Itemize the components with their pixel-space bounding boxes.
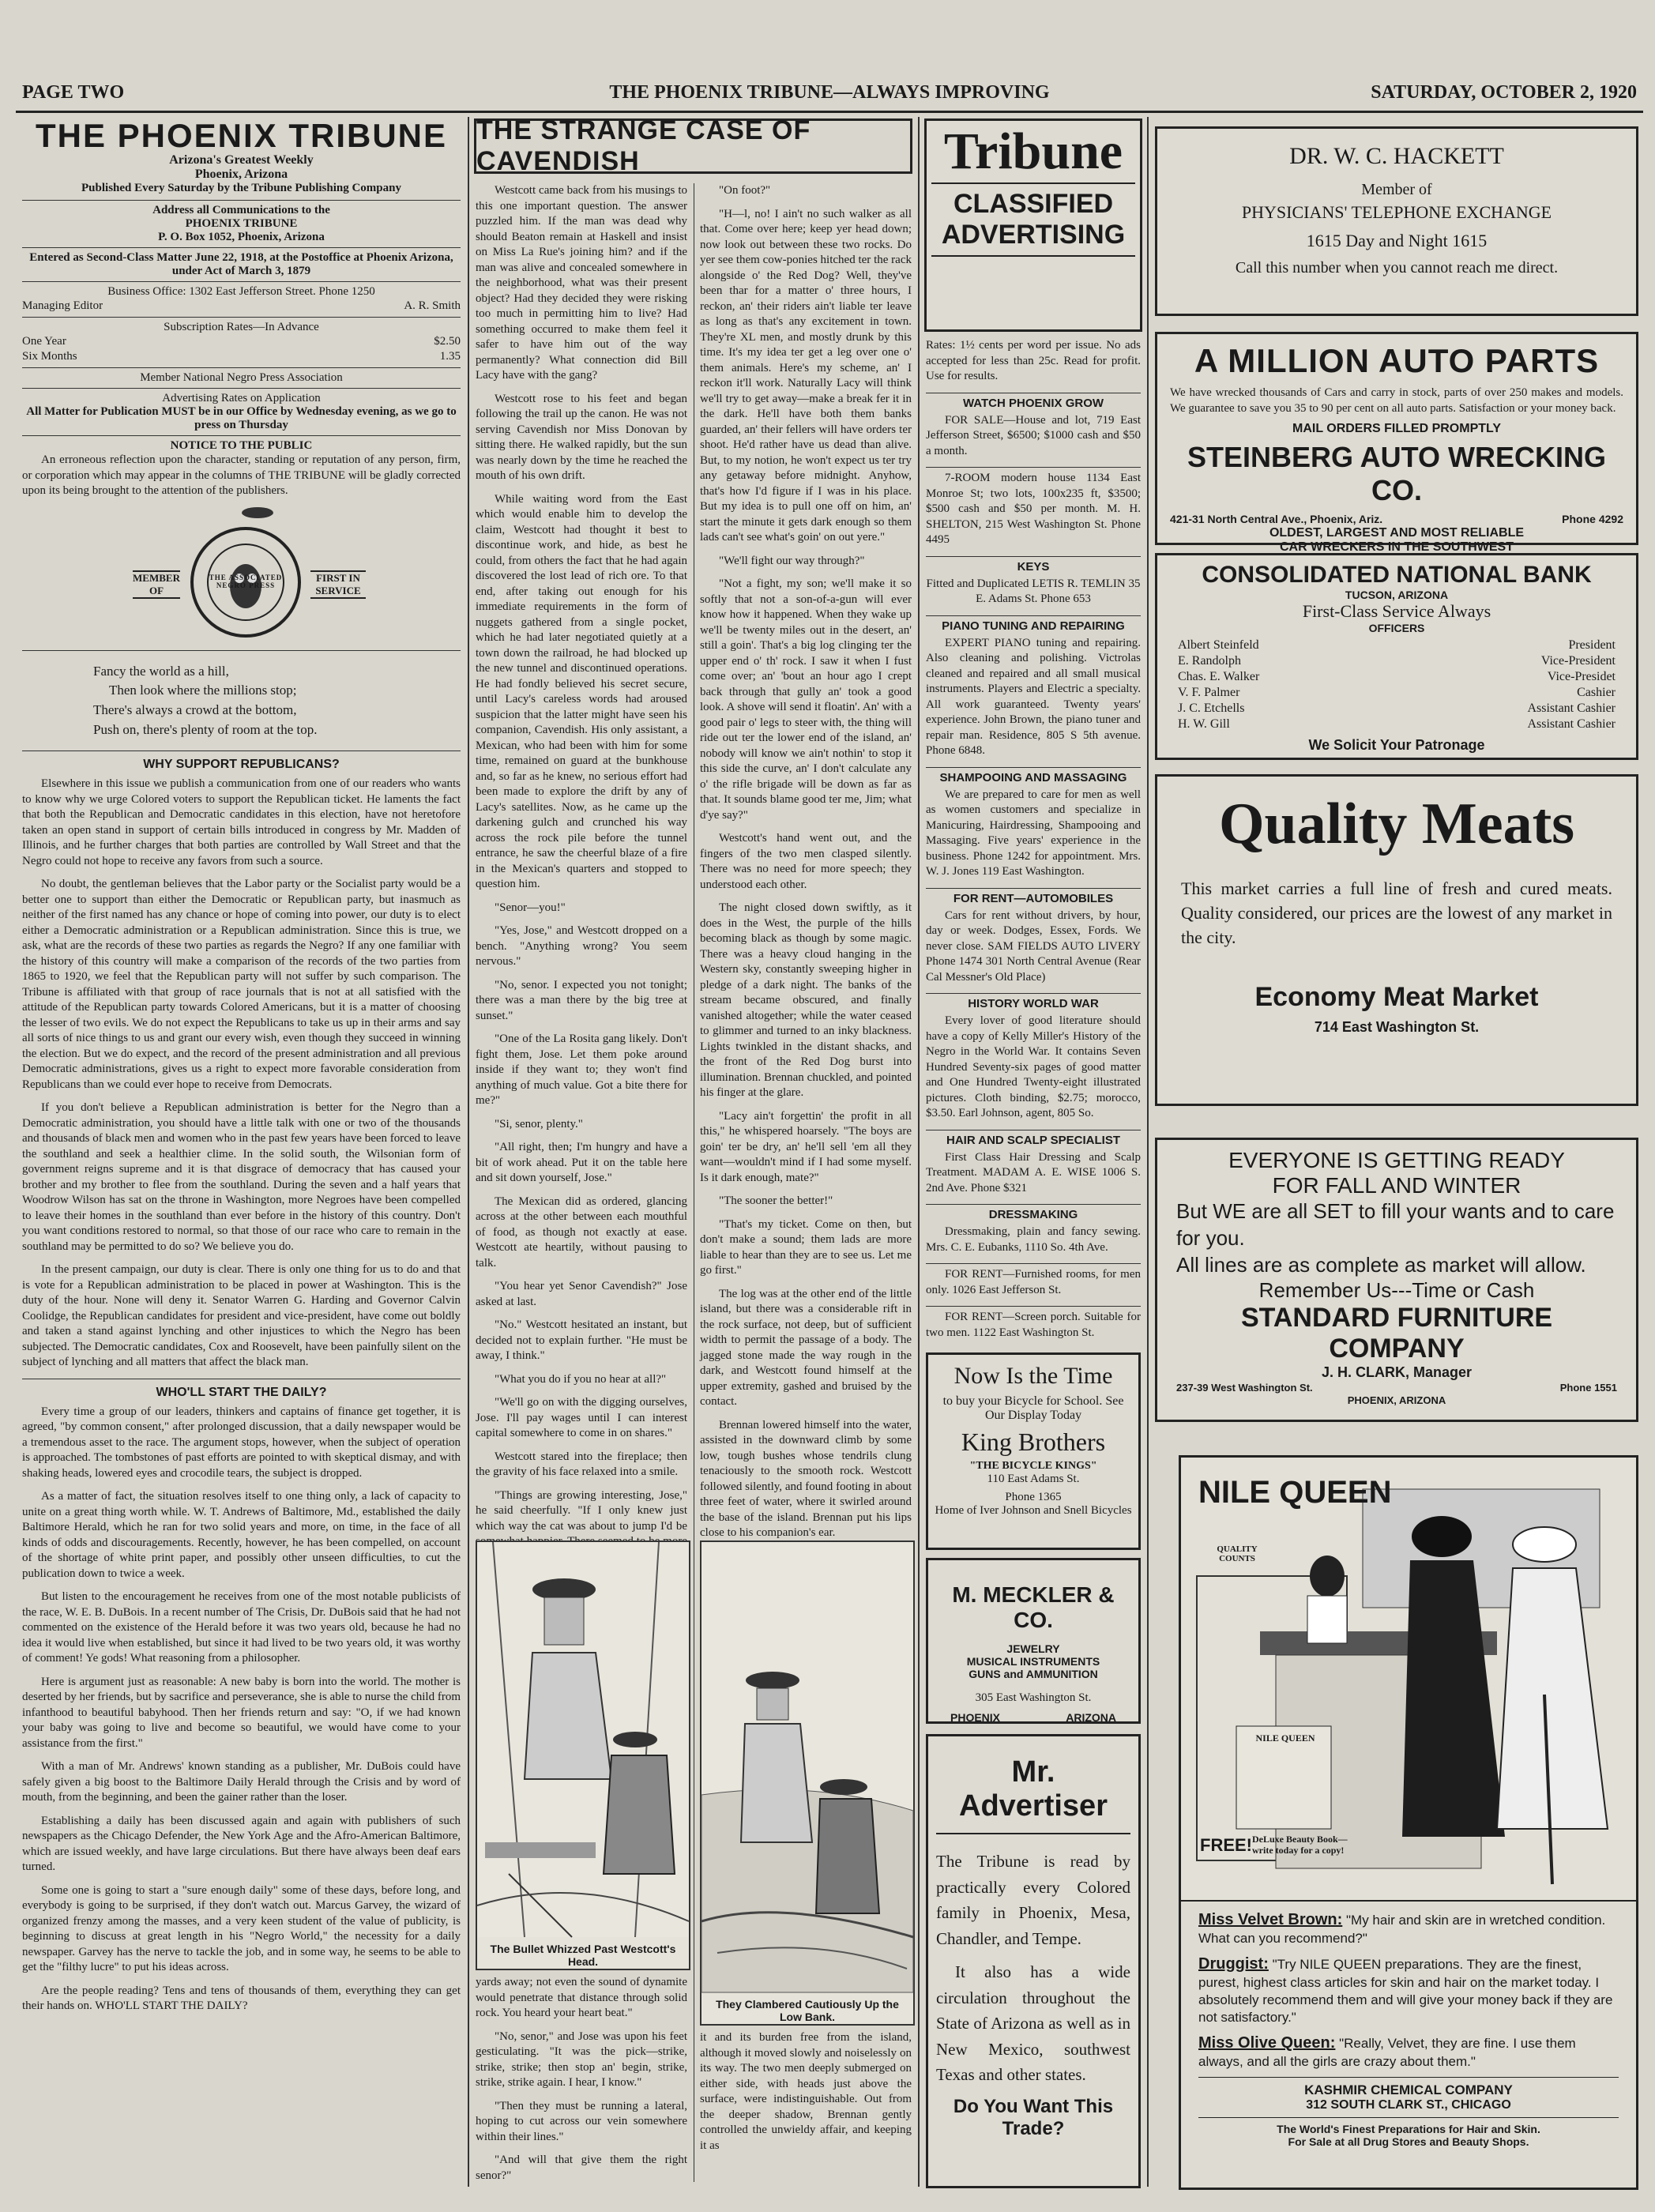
furniture-line-1: EVERYONE IS GETTING READY <box>1228 1148 1565 1172</box>
classified-section <box>926 993 1141 1122</box>
subscription-head: Subscription Rates—In Advance <box>164 321 319 334</box>
why-para: No doubt, the gentleman believes that the Labor party or the Socialist party would be a better one to support than either the Democratic or Republican party, but inasmuch as neither of the first named has any chance or hope of coming into power, our duty is to elect either a Democratic administration or a Republican administration. Since this is true, we ask, what are the records of these two parties as regards the Negro? If any one familiar with the history of this country will make a comparison of the records of the two parties from 1865 to 1920, we feel that the Republican party will not suffer by such comparison. The Tribune is affiliated with that group of race journals that is not at all satisfied with the attitude of the Republican party towards Colored Americans, but it is a matter of choosing the lesser of two evils. We do not expect the Republicans to take us up in their arms and say all sorts of nice things to us and grant our every wish, even though they succeed in winning the election. But we do expect, and the record of the present administration and all previous Democratic administrations, gives us a right to expect more favorable consideration from Republicans than we could ever hope to receive from Democrats. <box>22 878 461 1091</box>
story-para: "One of the La Rosita gang likely. Don't fight them, Jose. Let them poke around inside if they want to; they won't find anything of much value. Got a bite there for me?" <box>476 1033 687 1107</box>
story-para: "That's my ticket. Come on then, but don't make a sound; them lads are more liable to hear than they are to see us. Let me go first." <box>700 1217 912 1277</box>
story-para: "And will that give them the right senor?" <box>476 2154 687 2182</box>
classified-section <box>926 615 1141 759</box>
address-line-3: P. O. Box 1052, Phoenix, Arizona <box>158 231 325 244</box>
seal-right-text: FIRST IN SERVICE <box>310 570 366 599</box>
member-line: Member National Negro Press Association <box>140 371 343 385</box>
editorial-column <box>22 118 461 2188</box>
classified-head: FOR RENT—AUTOMOBILES <box>926 888 1141 905</box>
seal-left-text: MEMBER OF <box>133 570 180 599</box>
classified-rates: Rates: 1½ cents per word per issue. No ads accepted for less than 25c. Read for profit. Use for results. <box>926 339 1141 382</box>
officer-title: President <box>1568 638 1616 652</box>
advertiser-ad <box>926 1734 1141 2188</box>
story-illustration-right <box>700 1540 915 2026</box>
meckler-line-3: GUNS and AMMUNITION <box>969 1668 1098 1680</box>
classified-section <box>926 1130 1141 1197</box>
story-para: "H—l, no! I ain't no such walker as all that. Come over here; keep yer head down; now look out between these two rocks. Do yer see them cow-ponies hitched ter the rack alongside o' the Red Dog? Well, they've been thar for a matter o' three hours, I reckon, an' their riders ain't liable ter leave as long as that's any excitement in town. They're XL men, and mostly drunk by this time. It's my idea ter get a leg over one o' them animals. Here's my scheme, an' I reckon it'll work. Naturally Lacy will think we'll try to get away—make a break fer it in the dark. He'll have both them banks guarded, an' their fellers will have orders ter shoot. He'd rather have us dead than alive. But, to my notion, he won't expect us ter try any getaway before midnight. Anyhow, that's how I'd figure if I was in his place. But my idea is to pull one off on him, an' start the minute it gets dark enough so them lads can't see what's goin' on out yere." <box>700 207 912 544</box>
story-para: The Mexican did as ordered, glancing across at the other between each mouthful of food, as though not exactly at ease. Westcott ate heartily, without pausing to talk. <box>476 1194 687 1270</box>
story-para: "No, senor. I expected you not tonight; there was a man there by the big tree at sunset." <box>476 978 687 1022</box>
story-para: "Not a fight, my son; we'll make it so softly that not a son-of-a-gun will ever know how it happened. When they wake up we'll be twenty miles out in the desert, an' still a goin'. That's a big log clinging ter the upper end o' th' rock. I saw it when I fust come over; an' 'bout an hour ago I crept back through that gully an' took a good look. A shove will send it floatin'. An' with a good pair o' legs to steer with, the thing will ride out ter the lower end of the island, an' nobody will know we ain't nothin' to stop it this side the curve, an' I don't calculate any o' the rifle brigade will be down as far as that. It sounds blame good ter me, Jim; what d'ye say?" <box>700 577 912 822</box>
nile-free-text: DeLuxe Beauty Book—write today for a copy! <box>1252 1834 1348 1856</box>
why-para: Elsewhere in this issue we publish a communication from one of our readers who wants to know why we urge Colored voters to support the Republican ticket. He laments the fact that both the Republican and Democratic candidates in this election, have not heretofore taken an open stand in support of certain bills introduced in congress by Mr. Madden of Illinois, and he further charges that both parties are controlled by Wall Street and that the Negro could not hope to receive any favors from such a source. <box>22 777 461 867</box>
meckler-line-1: JEWELRY <box>1006 1642 1060 1655</box>
one-year-label: One Year <box>22 335 66 348</box>
running-title: THE PHOENIX TRIBUNE—ALWAYS IMPROVING <box>609 82 1050 103</box>
classified-body: First Class Hair Dressing and Scalp Treatment. MADAM A. E. WISE 1006 S. 2nd Ave. Phone $321 <box>926 1150 1141 1194</box>
daily-para: Some one is going to start a "sure enough daily" some of these days, before long, and everybody is going to be surprised, if they don't watch out. Marcus Garvey, the wizard of organized frenzy among the masses, and a very keen student of the value of publicity, is beginning to discuss at great length in his "Negro World," the necessity for a daily newspaper. Garvey has the nerve to tackle the job, and in some way, he seems to be able to get the "filthy lucre" to put his ideas across. <box>22 1883 461 1974</box>
nile-quote-text: "My hair and skin are in wretched condition. What can you recommend?" <box>1198 1913 1606 1946</box>
advertising-line-1: Advertising Rates on Application <box>162 392 321 405</box>
furniture-phone: Phone 1551 <box>1559 1382 1617 1394</box>
business-office: Business Office: 1302 East Jefferson Street. Phone 1250 <box>107 285 375 299</box>
nile-queen-ad <box>1179 1455 1638 2190</box>
officer-title: Assistant Cashier <box>1527 717 1616 731</box>
story-para: Westcott stared into the fireplace; then the gravity of his face relaxed into a smile. <box>476 1450 687 1478</box>
auto-mail: MAIL ORDERS FILLED PROMPTLY <box>1292 421 1501 435</box>
advertiser-text: The Tribune is read by practically every Colored family in Phoenix, Mesa, Chandler, and Tempe. <box>936 1852 1130 1948</box>
story-para: "Then they must be running a lateral, hoping to cut across our vein somewhere within their lines." <box>476 2099 687 2143</box>
story-para: Brennan lowered himself into the water, assisted in the downward climb by some low, tough bushes whose tendrils clung tenaciously to the smooth rock. Westcott followed silently, and found footing in about three feet of water, where it swirled around the base of the island. Brennan put his lips close to his companion's ear. <box>700 1418 912 1539</box>
classified-body: Cars for rent without drivers, by hour, day or week. Dodges, Essex, Fords. We never close. SAM FIELDS AUTO LIVERY Phone 1474 301 North Central Avenue (Rear Cal Messner's Old Place) <box>926 908 1141 984</box>
managing-editor-row <box>22 299 461 314</box>
bike-title: Now Is the Time <box>954 1363 1113 1389</box>
meckler-city-right: ARIZONA <box>1066 1711 1116 1724</box>
why-head: WHY SUPPORT REPUBLICANS? <box>143 758 340 772</box>
header-rule <box>16 111 1643 113</box>
bullet-scene-drawing <box>477 1542 689 1937</box>
story-para: "Senor—you!" <box>495 901 566 914</box>
officer-row <box>1178 653 1616 669</box>
story-right-continuation <box>700 2030 912 2188</box>
meckler-name: M. MECKLER & CO. <box>952 1582 1115 1632</box>
six-months-price: 1.35 <box>439 350 461 363</box>
story-title: THE STRANGE CASE OF CAVENDISH <box>476 115 811 176</box>
story-para: "Yes, Jose," and Westcott dropped on a bench. "Anything wrong? You seem nervous." <box>476 924 687 968</box>
bank-service: First-Class Service Always <box>1302 601 1491 621</box>
story-para: Westcott rose to his feet and began following the trail up the canon. He was not serving Cavendish nor Miss Donovan by sitting there. He walked rapidly, but the sun was nearly down by the time he reached the mouth of his own drift. <box>476 392 687 482</box>
nile-quote-2 <box>1198 1954 1619 2026</box>
officer-name: H. W. Gill <box>1178 717 1230 731</box>
nile-quote-1 <box>1198 1909 1619 1947</box>
bike-phone: Phone 1365 <box>1005 1491 1062 1503</box>
managing-editor-name: A. R. Smith <box>404 299 461 313</box>
classified-head: HISTORY WORLD WAR <box>926 993 1141 1010</box>
story-para: yards away; not even the sound of dynamite would penetrate that distance through solid rock. You heard your heart beat." <box>476 1976 687 2019</box>
officer-name: V. F. Palmer <box>1178 686 1240 699</box>
tagline: Arizona's Greatest Weekly <box>169 153 314 167</box>
officer-title: Vice-President <box>1540 654 1616 668</box>
meckler-city-row <box>935 1705 1132 1724</box>
advertiser-cta: Do You Want This Trade? <box>953 2095 1114 2139</box>
story-para: it and its burden free from the island, although it moved slowly and noiselessly on its way. The two men deeply submerged on either side, with heads just above the surface, were indistinguishable. Out from the deeper shadow, Brennan gently controlled the unwieldy affair, and keeping it as <box>700 2031 912 2152</box>
meat-text: This market carries a full line of fresh and cured meats. Quality considered, our prices are the lowest of any market in the city. <box>1181 878 1612 947</box>
story-para: "We'll go on with the digging ourselves, Jose. I'll pay wages until I can interest capital somewhere to come in on shares." <box>476 1396 687 1439</box>
caption-right: They Clambered Cautiously Up the Low Bank. <box>716 1998 899 2023</box>
officer-name: E. Randolph <box>1178 654 1241 668</box>
meckler-ad <box>926 1558 1141 1724</box>
address-line-1: Address all Communications to the <box>152 204 330 217</box>
officer-row <box>1178 701 1616 717</box>
poem-line: Push on, there's plenty of room at the top. <box>93 721 318 737</box>
poem-line: Then look where the millions stop; <box>109 683 297 698</box>
auto-company: STEINBERG AUTO WRECKING CO. <box>1187 440 1606 506</box>
classified-section <box>926 393 1141 460</box>
story-para: Westcott came back from his musings to this one important question. The answer puzzled him. If the man was dead why should Beaton remain at Haskell and insist on Miss La Rue's joining him? and if the man was alive and concealed somewhere in the neighborhood, what was their present object? Had they decided they were risking too much in permitting him to live? Had something occurred to make them feel it safer to have him out of the way permanently? What connection did Bill Lacy have with the gang? <box>476 184 687 382</box>
nile-speaker: Druggist: <box>1198 1955 1269 1973</box>
entered-line: Entered as Second-Class Matter June 22, 1918, at the Postoffice at Phoenix Arizona, under Act of March 3, 1879 <box>29 251 453 278</box>
story-para: "On foot?" <box>719 184 771 197</box>
why-para: In the present campaign, our duty is clear. There is only one thing for us to do and that is vote for a Republican administration to be placed in power at Washington. This is the duty of the hour. None will deny it. Senator Warren G. Harding and Governor Calvin Coolidge, the Republican candidates for president and vice-president, have come out boldly and taken a stand against lynching and other injustices to which the Negro has been subjected. The Democratic candidates, Cox and Roosevelt, have been painfully silent on the subject of lynching and all matters that affect the black man. <box>22 1263 461 1369</box>
classified-sub-2: ADVERTISING <box>941 220 1126 250</box>
bank-ad <box>1155 553 1638 760</box>
classified-listings <box>926 338 1141 1339</box>
one-year-price: $2.50 <box>434 335 461 348</box>
hackett-line-4: Call this number when you cannot reach me direct. <box>1235 259 1559 276</box>
nile-dialogue <box>1181 1902 1636 2148</box>
story-para: "Things are growing interesting, Jose," he said cheerfully. "If I only knew just which way the cat was about to jump I'd be <box>476 1488 687 1533</box>
nile-bottle-label: NILE QUEEN <box>1255 1732 1315 1744</box>
classified-body: EXPERT PIANO tuning and repairing. Also cleaning and polishing. Victrolas cleaned and repaired and all small musical instruments. Players and Electric a specialty. All work guaranteed. Twenty years' experience. John Brown, the piano tuner and repair man. Residence, 805 S 5th avenue. Phone 6848. <box>926 636 1141 757</box>
furniture-address-row <box>1176 1381 1617 1394</box>
officer-title: Cashier <box>1577 686 1616 699</box>
furniture-city: PHOENIX, ARIZONA <box>1347 1394 1446 1407</box>
furniture-line-3: But WE are all SET to fill your wants and to care for you. <box>1176 1199 1615 1250</box>
furniture-company: STANDARD FURNITURE COMPANY <box>1240 1303 1553 1364</box>
advertising-line-2: All Matter for Publication MUST be in our Office by Wednesday evening, as we go to press on Thursday <box>26 405 457 432</box>
story-left-column <box>476 183 687 1533</box>
nile-company: KASHMIR CHEMICAL COMPANY <box>1304 2082 1513 2098</box>
column-rule-1 <box>468 117 469 2187</box>
classified-title: Tribune <box>943 122 1123 180</box>
story-para: "Si, senor, plenty." <box>495 1117 583 1130</box>
hackett-line-1: Member of <box>1361 181 1432 198</box>
daily-para: Establishing a daily has been discussed again and again with publishers of such newspapers as the Chicago Defender, the New York Age and the Afro-American Baltimore, which are issued weekly, and have large circulations. But there have always been deaf ears turned. <box>22 1814 461 1874</box>
classified-section <box>926 1263 1141 1298</box>
daily-para: Every time a group of our leaders, thinkers and captains of finance get together, it is agreed, "by common consent," after prolonged discussion, that a daily newspaper would be a tremendous asset to the race. The argument stops, however, when the subject of operation is approached. The tombstones of past efforts are pointed to with skeptical dismay, and with shaking heads, lowered eyes and crocodile tears, the subject is dropped. <box>22 1405 461 1480</box>
bank-solicit: We Solicit Your Patronage <box>1308 737 1485 753</box>
officer-row <box>1178 717 1616 732</box>
bicycle-ad <box>926 1352 1141 1550</box>
drug-store-scene-drawing <box>1181 1458 1636 1900</box>
seal-ornament-icon <box>242 507 273 518</box>
daily-para: Here is argument just as reasonable: A new baby is born into the world. The mother is deserted by her friends, but by sacrifice and perseverance, she is able to nurse the child from infanthood to beautiful babyhood. Then her friends return and say: "O, if we had known your baby was going to live and become so beautiful, we would have come to your assistance from the first." <box>22 1675 461 1750</box>
address-line-2: PHOENIX TRIBUNE <box>185 217 298 231</box>
meat-market-ad <box>1155 774 1638 1106</box>
officer-title: Assistant Cashier <box>1527 702 1616 715</box>
hackett-line-3: 1615 Day and Night 1615 <box>1306 231 1488 250</box>
advertiser-text-2: It also has a wide circulation throughout the State of Arizona as well as in New Mexico, southwest Texas and other states. <box>936 1962 1130 2085</box>
bike-address: 110 East Adams St. <box>987 1473 1080 1485</box>
bike-home: Home of Iver Johnson and Snell Bicycles <box>935 1504 1132 1517</box>
daily-head: WHO'LL START THE DAILY? <box>156 1385 327 1399</box>
nile-title: NILE QUEEN <box>1198 1475 1392 1510</box>
six-months-row <box>22 349 461 364</box>
daily-para: Are the people reading? Tens and tens of thousands of them, everything they can get their hands on. WHO'LL START THE DAILY? <box>22 1984 461 2013</box>
story-right-column <box>700 183 912 1539</box>
city: Phoenix, Arizona <box>194 167 288 182</box>
notice-head: NOTICE TO THE PUBLIC <box>170 439 313 453</box>
bike-text: to buy your Bicycle for School. See Our Display Today <box>942 1394 1124 1422</box>
story-para: While waiting word from the East which would enable him to develop the claim, Westcott had thought it best to discontinue work, and hide, as best he could, from others the fact that he had again discovered the lost lead of rich ore. To that end, after taking out enough for his immediate requirements in the form of nuggets gathered from a single pocket, which he had later negotiated quietly at a town down the railroad, he had blocked up the new tunnel and discontinued operations. He had fondly believed his secret secure, until Lacy's careless words had aroused suspicion that the latter might have seen his companion, Cavendish. His only assistant, a Mexican, who had been with him for some time, remained on guard at the bunkhouse and, so far as he knew, no serious effort had been made to explore the drift by any of Lacy's satellites. Now, as he came up the darkening gulch and crunched his way across the rock pile before the tunnel entrance, he saw the cheerful blaze of a fire in the Mexican's quarters and stopped to question him. <box>476 492 687 890</box>
classified-body: FOR SALE—House and lot, 719 East Jefferson Street, $6500; $1000 cash and $50 a month. <box>926 413 1141 457</box>
meat-name: Economy Meat Market <box>1254 981 1539 1012</box>
classified-section <box>926 467 1141 548</box>
classified-body: FOR RENT—Furnished rooms, for men only. 1026 East Jefferson St. <box>926 1268 1141 1296</box>
hackett-line-2: PHYSICIANS' TELEPHONE EXCHANGE <box>1241 202 1552 222</box>
classified-body: Every lover of good literature should have a copy of Kelly Miller's History of the Negro in the World War. It contains Seven Hundred Seventy-six pages of good matter and One Hundred Twenty-eight illustrated pictures. Cloth binding, $2.75; morocco, $3.50. Earl Johnson, agent, 805 So. <box>926 1014 1141 1119</box>
daily-para: But listen to the encouragement he receives from one of the most notable publicists of the race, W. E. B. DuBois. In a recent number of The Crisis, Dr. DuBois said that he had not commented on the existence of the Herald before it was two years old, because he had no idea it would live when established, but since it had lived to be two years old, it was worthy of comment! Ye gods! What reasoning from a philosopher. <box>22 1590 461 1665</box>
auto-address: 421-31 North Central Ave., Phoenix, Ariz. <box>1170 512 1383 525</box>
poem-line: Fancy the world as a hill, <box>93 663 229 679</box>
bike-sub: "THE BICYCLE KINGS" <box>969 1460 1097 1472</box>
classified-body: Dressmaking, plain and fancy sewing. Mrs. C. E. Eubanks, 1110 So. 4th Ave. <box>926 1225 1141 1254</box>
issue-date: SATURDAY, OCTOBER 2, 1920 <box>1371 82 1637 103</box>
six-months-label: Six Months <box>22 350 77 363</box>
nile-footer-1: The World's Finest Preparations for Hair and Skin. <box>1277 2123 1540 2136</box>
classified-body: We are prepared to care for men as well as women customers and specialize in Manicuring, Hairdressing, Shampooing and Massaging. Five years' experience in the business. Phone 1242 for appointment. Mrs. W. J. Jones 119 East Washington. <box>926 788 1141 878</box>
furniture-line-2: FOR FALL AND WINTER <box>1272 1173 1521 1198</box>
bank-title: CONSOLIDATED NATIONAL BANK <box>1202 562 1592 588</box>
nile-quote-text: "Try NILE QUEEN preparations. They are the finest, purest, highest class articles for skin and hair on the market today. I absolutely recommend them and will give your money back if they are not satisfactory." <box>1198 1957 1613 2026</box>
nile-speaker: Miss Velvet Brown: <box>1198 1911 1343 1928</box>
story-illustration-left <box>476 1540 690 1970</box>
classified-head: DRESSMAKING <box>926 1204 1141 1221</box>
poem-line: There's always a crowd at the bottom, <box>93 702 297 717</box>
nile-speaker: Miss Olive Queen: <box>1198 2034 1336 2052</box>
bike-name: King Brothers <box>961 1428 1106 1456</box>
nile-address: 312 SOUTH CLARK ST., CHICAGO <box>1306 2098 1511 2112</box>
classified-section <box>926 556 1141 608</box>
classified-body: 7-ROOM modern house 1134 East Monroe St; two lots, 100x235 ft, $3500; $500 cash and $50 per month. M. H. SHELTON, 215 West Washington St. Phone 4495 <box>926 472 1141 546</box>
meat-address: 714 East Washington St. <box>1314 1018 1480 1035</box>
furniture-address: 237-39 West Washington St. <box>1176 1382 1313 1394</box>
classified-sub-1: CLASSIFIED <box>953 189 1114 219</box>
story-para: "Lacy ain't forgettin' the profit in all this," he whispered hoarsely. "The boys are goin' ter be dry, an' he'll sell 'em all they want—wouldn't mind if I had some myself. Is it dark enough, mate?" <box>700 1109 912 1184</box>
furniture-line-4: All lines are as complete as market will allow. <box>1176 1252 1586 1277</box>
auto-text: We have wrecked thousands of Cars and carry in stock, parts of over 250 makes and models. We guarantee to save you 35 to 90 per cent on all auto parts. Satisfaction or your money back. <box>1170 386 1623 416</box>
auto-tag-2: CAR WRECKERS IN THE SOUTHWEST <box>1280 540 1514 554</box>
officer-row <box>1178 685 1616 701</box>
story-para: "You hear yet Senor Cavendish?" Jose asked at last. <box>476 1280 687 1308</box>
hackett-name: DR. W. C. HACKETT <box>1289 143 1504 169</box>
meckler-line-2: MUSICAL INSTRUMENTS <box>966 1655 1100 1668</box>
meckler-address: 305 East Washington St. <box>975 1691 1092 1704</box>
nile-footer-2: For Sale at all Drug Stores and Beauty Shops. <box>1288 2135 1529 2149</box>
story-para: Westcott's hand went out, and the fingers of the two men clasped silently. There was no need for more speech; they understood each other. <box>700 832 912 891</box>
nile-free: FREE! <box>1200 1835 1252 1855</box>
nile-counter-sign: QUALITY COUNTS <box>1217 1544 1258 1563</box>
auto-parts-ad <box>1155 332 1638 554</box>
low-bank-scene-drawing <box>701 1542 913 1992</box>
nile-illustration <box>1181 1458 1636 1902</box>
classified-banner <box>924 118 1142 332</box>
page-label: PAGE TWO <box>22 82 125 103</box>
classified-body: FOR RENT—Screen porch. Suitable for two men. 1122 East Washington St. <box>926 1311 1141 1339</box>
story-para: "No, senor," and Jose was upon his feet gesticulating. "It was the pick—strike, strike, strike; then stop an' begin, strike, strike, strike again. I hear, I know." <box>476 2030 687 2089</box>
officer-name: J. C. Etchells <box>1178 702 1245 715</box>
classified-section <box>926 767 1141 880</box>
auto-tag-1: OLDEST, LARGEST AND MOST RELIABLE <box>1269 525 1525 540</box>
classified-head: KEYS <box>926 556 1141 574</box>
furniture-line-5: Remember Us---Time or Cash <box>1258 1278 1535 1303</box>
seal-ring-text: THE ASSOCIATED NEGRO PRESS <box>209 573 283 589</box>
daily-para: As a matter of fact, the situation resolves itself to one thing only, a lack of capacity to unite on a great thing worth while. W. T. Andrews of Baltimore, Md., established the daily Baltimore Herald, which he ran for two solid years and more, on time, in the face of all kinds of odds and discouragements. Recently, however, he has been compelled, on account of the shortage of white print paper, and possibly other unseen difficulties, to cut the publication down to twice a week. <box>22 1490 461 1580</box>
nile-quote-3 <box>1198 2033 1619 2071</box>
poem <box>93 662 461 740</box>
furniture-ad <box>1155 1138 1638 1422</box>
story-left-continuation <box>476 1975 687 2188</box>
hackett-ad <box>1155 126 1638 316</box>
one-year-row <box>22 334 461 349</box>
daily-para: With a man of Mr. Andrews' known standing as a publisher, Mr. DuBois could have safely given a big boost to the Baltimore Daily Herald through the Crisis and by word of mouth, from the beginning, and been the gainer rather than the loser. <box>22 1760 461 1804</box>
auto-phone: Phone 4292 <box>1562 512 1623 525</box>
page-header <box>16 79 1643 111</box>
story-para: "The sooner the better!" <box>719 1194 833 1207</box>
story-para: The night closed down swiftly, as it does in the West, the purple of the hills becoming black as though by some magic. There was a heavy cloud hanging in the Western sky, constantly sweeping higher in pledge of a dark night. The banks of the stream became obscured, and finally vanished altogether; while the water ceased to glimmer and turned to an inky blackness. Lights twinkled in the distant shacks, and the front of the Red Dog burst into illumination. Brennan chuckled, and pointed his finger at the glare. <box>700 901 912 1099</box>
nile-quote-text: "Really, Velvet, they are fine. I use them always, and all the girls are crazy about them." <box>1198 2036 1576 2070</box>
furniture-manager: J. H. CLARK, Manager <box>1321 1364 1473 1381</box>
auto-address-row <box>1170 512 1623 526</box>
classified-body: Fitted and Duplicated LETIS R. TEMLIN 35 E. Adams St. Phone 653 <box>926 577 1141 605</box>
officer-name: Albert Steinfeld <box>1178 638 1259 652</box>
meat-title: Quality Meats <box>1218 792 1575 856</box>
classified-head: SHAMPOOING AND MASSAGING <box>926 767 1141 784</box>
published-line: Published Every Saturday by the Tribune Publishing Company <box>81 182 401 195</box>
column-rule-3 <box>1147 117 1149 2187</box>
auto-title: A MILLION AUTO PARTS <box>1194 342 1600 379</box>
classified-head: PIANO TUNING AND REPAIRING <box>926 615 1141 633</box>
classified-section <box>926 1204 1141 1255</box>
notice-text: An erroneous reflection upon the character, standing or reputation of any person, firm, or corporation which may appear in the columns of THE TRIBUNE will be gladly corrected upon its being brought to the attention of the publishers. <box>22 453 461 498</box>
story-para: "We'll fight our way through?" <box>719 554 865 567</box>
officer-row <box>1178 638 1616 653</box>
officer-name: Chas. E. Walker <box>1178 670 1260 683</box>
story-para: "All right, then; I'm hungry and have a bit of work ahead. Put it on the table here and sit down yourself, Jose." <box>476 1141 687 1184</box>
column-rule-2 <box>918 117 920 2187</box>
story-para: "No." Westcott hesitated an instant, but decided not to explain further. "He must be away, I think." <box>476 1319 687 1362</box>
why-para: If you don't believe a Republican administration is better for the Negro than a Democratic administration, you should have a little talk with one or two of the thousands and thousands of black men and women who in the past few years have been forced to leave the southland and seek a healthier clime. In the solid south, the Wilsonian form of government reigns supreme and it is that disgrace of democracy that has caused your brother and my brother to flee from the southland. During the seven and a half years that Woodrow Wilson has sat on the throne in Washington, more Negroes have been compelled to leave their homes in the southland than ever before in the history of this country. Don't you want conditions restored to normal, so that those of our race who care to remain in the southland may be permitted to do so? We believe you do. <box>22 1101 461 1253</box>
associated-press-seal <box>22 507 461 645</box>
caption-left: The Bullet Whizzed Past Westcott's Head. <box>490 1943 676 1968</box>
officer-title: Vice-Presidet <box>1547 670 1616 683</box>
classified-head: HAIR AND SCALP SPECIALIST <box>926 1130 1141 1147</box>
story-para: "What you do if you no hear at all?" <box>495 1372 667 1386</box>
classified-head: WATCH PHOENIX GROW <box>926 393 1141 410</box>
paper-name: THE PHOENIX TRIBUNE <box>35 117 448 154</box>
bank-city: TUCSON, ARIZONA <box>1345 589 1449 601</box>
story-para: The log was at the other end of the little island, but there was a considerable rift in the rock surface, not deep, but of sufficient width to permit the passage of a body. The jagged stone made the way rough in the dark, and Westcott found himself at the upper extremity, gashed and bruised by the contact. <box>700 1287 912 1408</box>
officer-row <box>1178 669 1616 685</box>
story-title-box <box>474 115 912 176</box>
advertiser-title: Mr. Advertiser <box>959 1755 1108 1823</box>
classified-section <box>926 1306 1141 1341</box>
classified-section <box>926 888 1141 986</box>
meckler-city-left: PHOENIX <box>950 1711 1001 1724</box>
bank-officers: OFFICERS <box>1368 622 1425 634</box>
managing-editor-label: Managing Editor <box>22 299 103 313</box>
